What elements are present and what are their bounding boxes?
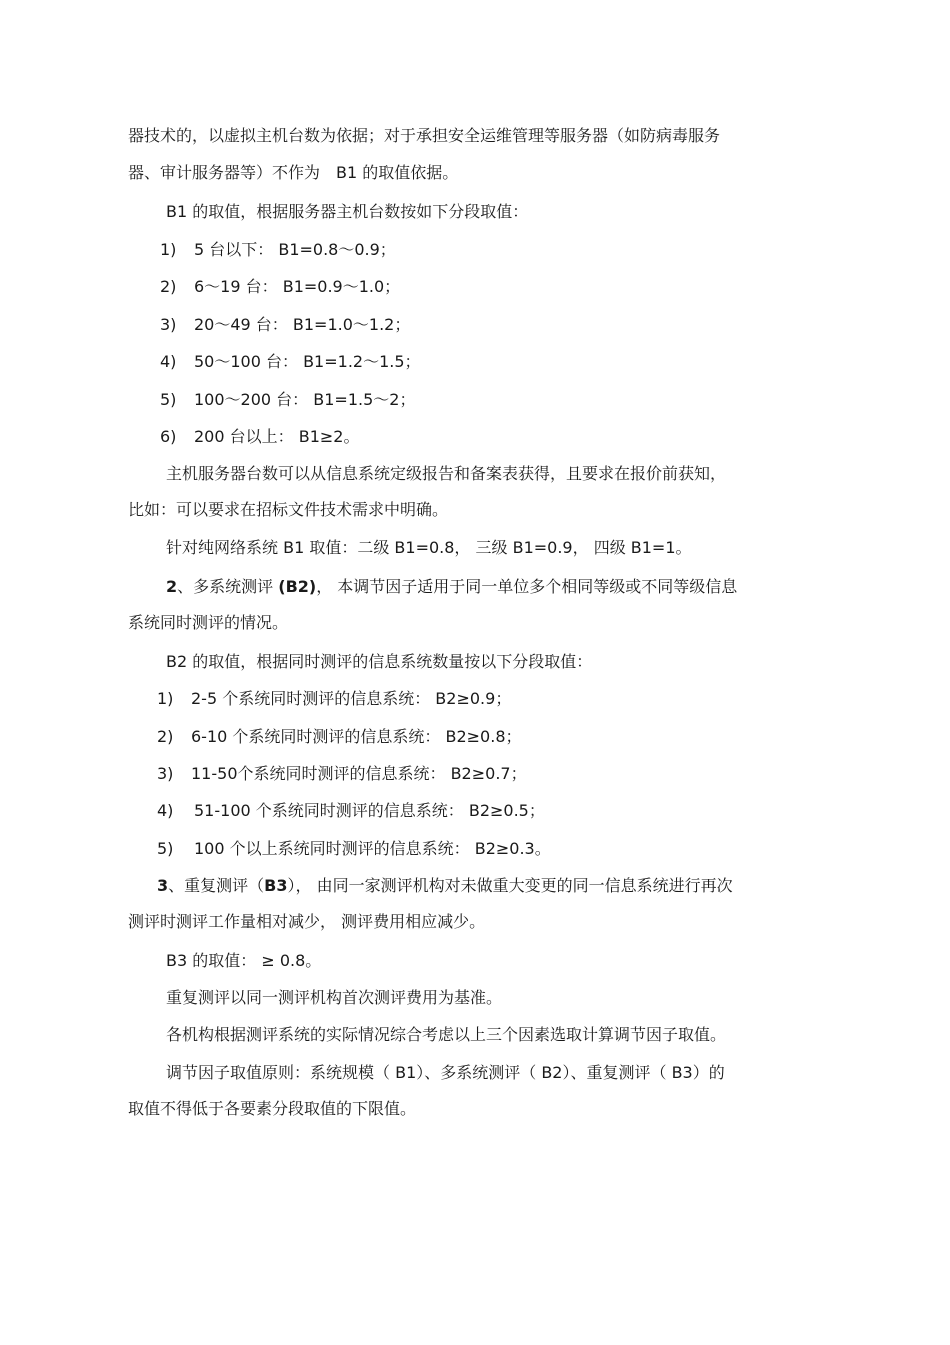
list-item: 11-50个系统同时测评的信息系统： B2≥0.7；: [191, 764, 527, 783]
list-number: 4): [160, 352, 177, 371]
section-number: 2: [166, 577, 178, 596]
paragraph-line: 器技术的，以虚拟主机台数为依据；对于承担安全运维管理等服务器（如防病毒服务: [128, 126, 721, 145]
paragraph-line: 系统同时测评的情况。: [128, 613, 289, 632]
list-item: 6～19 台： B1=0.9～1.0；: [194, 277, 401, 296]
section-code: (B2): [278, 577, 317, 596]
list-number: 1): [160, 240, 177, 259]
list-item: 100 个以上系统同时测评的信息系统： B2≥0.3。: [194, 839, 551, 858]
paragraph-line: B2 的取值，根据同时测评的信息系统数量按以下分段取值：: [166, 652, 593, 671]
section-title: 、重复测评（: [168, 876, 265, 895]
paragraph-line: 调节因子取值原则：系统规模（ B1）、多系统测评（ B2）、重复测评（ B3）的: [166, 1063, 725, 1082]
paragraph-line: 器、审计服务器等）不作为 B1 的取值依据。: [128, 163, 459, 182]
list-number: 5): [160, 390, 177, 409]
paragraph-line: 比如：可以要求在招标文件技术需求中明确。: [128, 500, 449, 519]
list-number: 2): [157, 727, 174, 746]
list-item: 20～49 台： B1=1.0～1.2；: [194, 315, 411, 334]
section-title: 、多系统测评: [177, 577, 274, 596]
list-item: 200 台以上： B1≥2。: [194, 427, 360, 446]
paragraph-line: 主机服务器台数可以从信息系统定级报告和备案表获得，且要求在报价前获知，: [166, 464, 727, 483]
paragraph-line: B3 的取值： ≥ 0.8。: [166, 951, 322, 970]
section-number: 3: [157, 876, 169, 895]
section-text: ， 本调节因子适用于同一单位多个相同等级或不同等级信息: [316, 577, 738, 596]
section-heading: [157, 876, 733, 896]
list-number: 2): [160, 277, 177, 296]
paragraph-line: 取值不得低于各要素分段取值的下限值。: [128, 1099, 417, 1118]
section-heading: [166, 577, 737, 597]
list-number: 3): [157, 764, 174, 783]
list-number: 3): [160, 315, 177, 334]
paragraph-line: 针对纯网络系统 B1 取值：二级 B1=0.8， 三级 B1=0.9， 四级 B1=1。: [166, 538, 692, 557]
list-number: 6): [160, 427, 177, 446]
paragraph-line: B1 的取值，根据服务器主机台数按如下分段取值：: [166, 202, 529, 221]
list-number: 5): [157, 839, 174, 858]
list-number: 1): [157, 689, 174, 708]
section-code: B3: [264, 876, 288, 895]
paragraph-line: 测评时测评工作量相对减少， 测评费用相应减少。: [128, 912, 486, 931]
paragraph-line: 重复测评以同一测评机构首次测评费用为基准。: [166, 988, 503, 1007]
section-text: ）， 由同一家测评机构对未做重大变更的同一信息系统进行再次: [287, 876, 733, 895]
list-item: 50～100 台： B1=1.2～1.5；: [194, 352, 421, 371]
list-item: 2-5 个系统同时测评的信息系统： B2≥0.9；: [191, 689, 512, 708]
list-item: 5 台以下： B1=0.8～0.9；: [194, 240, 396, 259]
list-item: 51-100 个系统同时测评的信息系统： B2≥0.5；: [194, 801, 545, 820]
list-item: 100～200 台： B1=1.5～2；: [194, 390, 416, 409]
list-item: 6-10 个系统同时测评的信息系统： B2≥0.8；: [191, 727, 522, 746]
list-number: 4): [157, 801, 174, 820]
paragraph-line: 各机构根据测评系统的实际情况综合考虑以上三个因素选取计算调节因子取值。: [166, 1025, 727, 1044]
